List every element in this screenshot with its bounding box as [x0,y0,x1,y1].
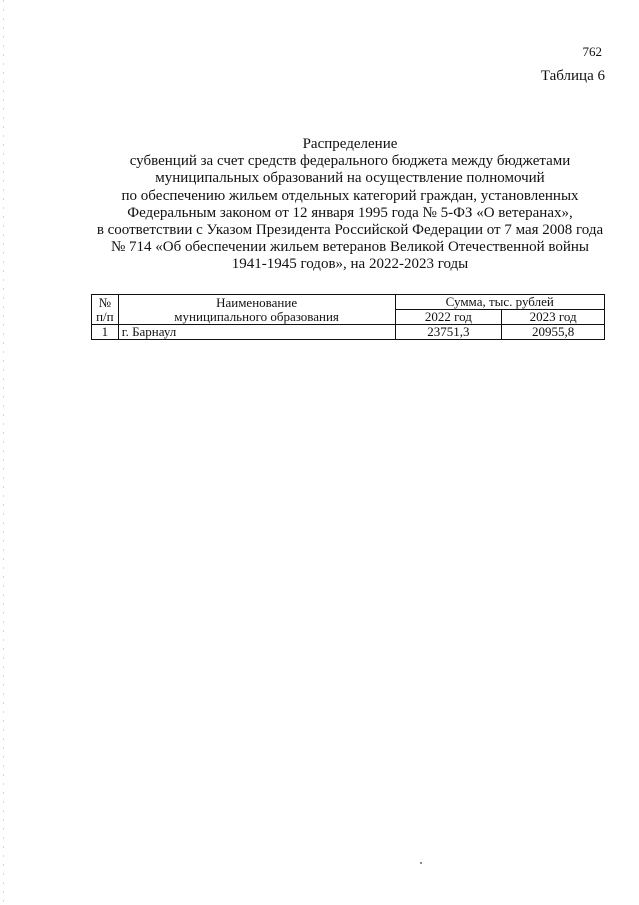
scan-edge-mark [3,0,4,905]
title-line-2: субвенций за счет средств федерального бюджета между бюджетами [129,153,571,170]
header-num-line2: п/п [96,308,114,324]
row-value-2023: 20955,8 [502,325,605,340]
header-num-line1: № [98,294,112,310]
table-header-row-1 [92,295,605,310]
page-number: 762 [582,44,602,59]
title-line-4: по обеспечению жильем отдельных категорий граждан, установленных [121,187,579,204]
header-year-2023: 2023 год [502,310,605,325]
title-line-6: в соответствии с Указом Президента Российской Федерации от 7 мая 2008 года [96,222,604,239]
header-sum: Сумма, тыс. рублей [395,295,605,310]
row-num: 1 [92,325,119,340]
document-title [60,136,639,274]
title-line-7: № 714 «Об обеспечении жильем ветеранов Великой Отечественной войны [110,239,590,256]
table-row [92,325,605,340]
title-line-1: Распределение [302,136,398,152]
header-num [92,295,119,325]
header-year-2022: 2022 год [395,310,502,325]
row-name: г. Барнаул [118,325,395,340]
table-label: Таблица 6 [540,68,605,84]
title-line-5: Федеральным законом от 12 января 1995 года № 5-ФЗ «О ветеранах», [127,204,573,221]
subsidy-table [91,294,605,340]
header-name-line2: муниципального образования [174,308,339,324]
header-name [118,295,395,325]
row-value-2022: 23751,3 [395,325,502,340]
scan-speck [420,862,422,864]
header-name-line1: Наименование [216,294,298,310]
title-line-3: муниципальных образований на осуществление полномочий [155,170,545,187]
title-line-8: 1941-1945 годов», на 2022-2023 годы [231,256,469,273]
